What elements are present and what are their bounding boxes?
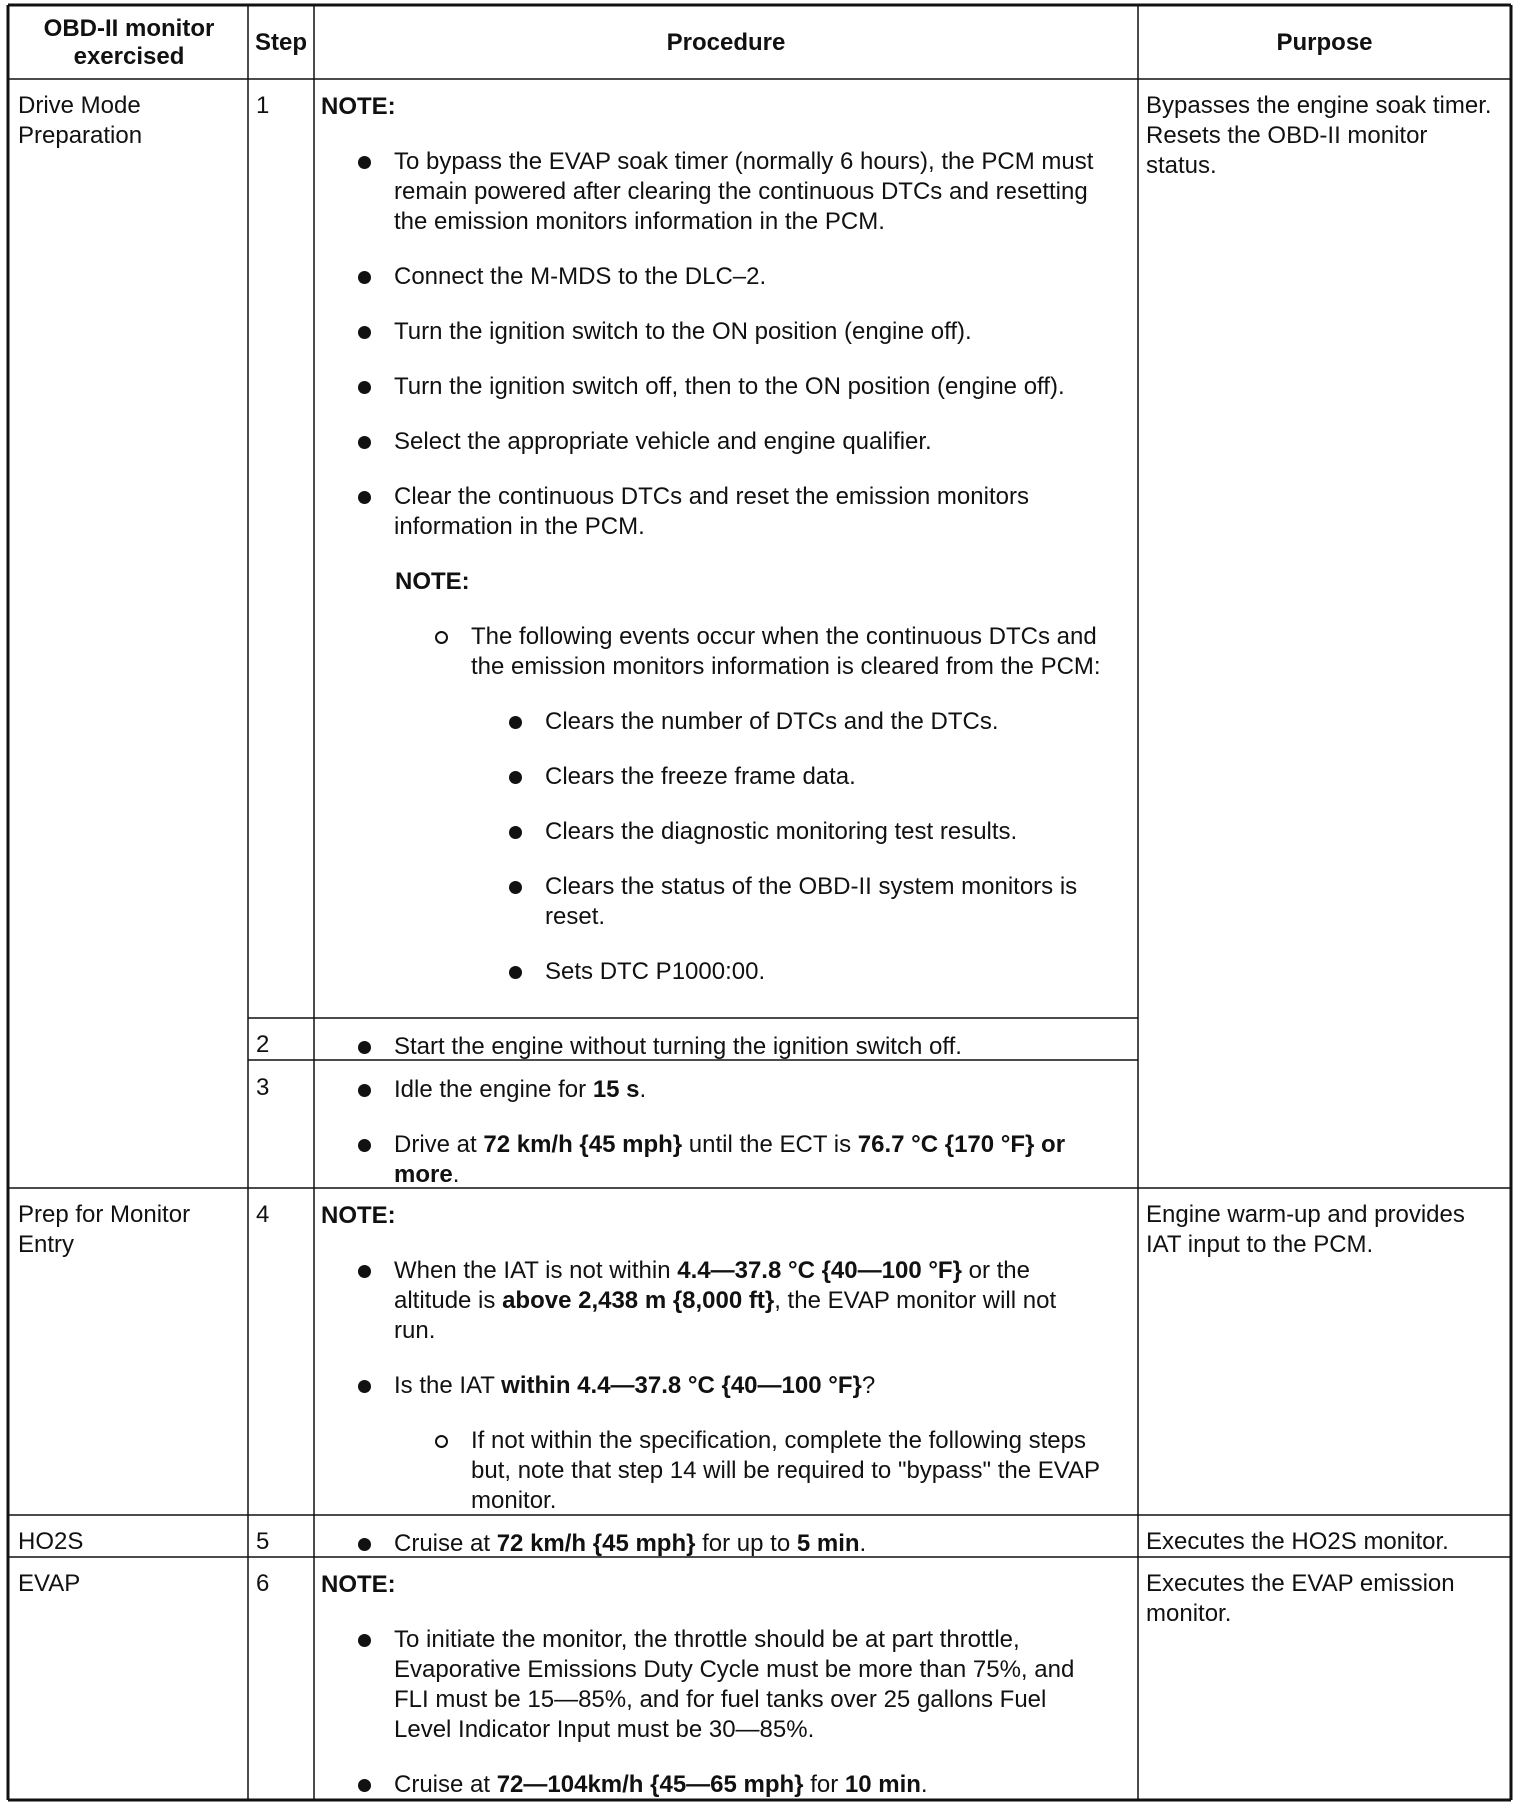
bullet-icon xyxy=(358,1265,371,1278)
bullet-item: Drive at 72 km/h {45 mph} until the ECT is 76.7 °C {170 °F} or more. xyxy=(358,1130,1104,1190)
bullet-item: Clear the continuous DTCs and reset the emission monitors information in the PCM. xyxy=(358,482,1104,542)
monitor-cell-drive-mode: Drive Mode Preparation xyxy=(18,92,143,149)
bullet-icon xyxy=(358,381,371,394)
bullet-icon xyxy=(509,881,522,894)
bullet-item: Cruise at 72 km/h {45 mph} for up to 5 min. xyxy=(358,1529,1104,1559)
procedure-step-6 xyxy=(314,1563,1124,1800)
monitor-cell-ho2s: HO2S xyxy=(18,1528,84,1555)
bullet-item: Cruise at 72—104km/h {45—65 mph} for 10 min. xyxy=(358,1770,1104,1800)
bullet-icon xyxy=(358,1779,371,1792)
bullet-icon xyxy=(509,826,522,839)
bullet-item: When the IAT is not within 4.4—37.8 °C {40—100 °F} or the altitude is above 2,438 m {8,000 ft}, the EVAP monitor will not run. xyxy=(358,1256,1104,1346)
bullet-icon xyxy=(358,491,371,504)
step-number: 6 xyxy=(256,1570,270,1597)
monitor-cell-evap: EVAP xyxy=(18,1570,81,1597)
step-number: 5 xyxy=(256,1528,270,1555)
bullet-item: Idle the engine for 15 s. xyxy=(358,1075,1104,1105)
bullet-icon xyxy=(509,771,522,784)
step-number: 3 xyxy=(256,1074,270,1101)
procedure-step-1 xyxy=(314,85,1124,987)
procedure-step-3 xyxy=(314,1067,1124,1190)
step-number: 1 xyxy=(256,92,270,119)
bullet-item: Connect the M-MDS to the DLC–2. xyxy=(358,262,1104,292)
note-label: NOTE: xyxy=(321,1571,396,1598)
hollow-bullet-icon xyxy=(435,1435,448,1448)
bullet-item: Clears the freeze frame data. xyxy=(509,762,1104,792)
step-number: 4 xyxy=(256,1201,270,1228)
bullet-item: To initiate the monitor, the throttle should be at part throttle, Evaporative Emissions Duty Cycle must be more than 75%, and FLI must be 15—85%, and for fuel tanks over 25 gallons Fuel Level Indicator Input must be 30—85%. xyxy=(358,1625,1104,1745)
purpose-cell-drive-mode: Bypasses the engine soak timer. Resets the OBD-II monitor status. xyxy=(1146,92,1492,179)
bullet-icon xyxy=(509,966,522,979)
purpose-cell-prep: Engine warm-up and provides IAT input to the PCM. xyxy=(1146,1201,1465,1258)
bullet-icon xyxy=(358,271,371,284)
bullet-item: To bypass the EVAP soak timer (normally 6 hours), the PCM must remain powered after clearing the continuous DTCs and resetting the emission monitors information in the PCM. xyxy=(358,147,1104,237)
header-procedure: Procedure xyxy=(666,29,786,56)
procedure-step-2 xyxy=(314,1024,1124,1062)
note-label: NOTE: xyxy=(321,93,396,120)
procedure-step-4 xyxy=(314,1194,1124,1516)
bullet-icon xyxy=(358,156,371,169)
bullet-icon xyxy=(358,326,371,339)
bullet-icon xyxy=(509,716,522,729)
bullet-icon xyxy=(358,1084,371,1097)
bullet-item: Turn the ignition switch to the ON position (engine off). xyxy=(358,317,1104,347)
sub-bullet-item: The following events occur when the continuous DTCs and the emission monitors information is cleared from the PCM: xyxy=(435,622,1104,682)
bullet-item: Turn the ignition switch off, then to the ON position (engine off). xyxy=(358,372,1104,402)
purpose-cell-evap: Executes the EVAP emission monitor. xyxy=(1146,1570,1455,1627)
bullet-icon xyxy=(358,1380,371,1393)
bullet-icon xyxy=(358,1634,371,1647)
bullet-item: Clears the number of DTCs and the DTCs. xyxy=(509,707,1104,737)
procedure-step-5 xyxy=(314,1521,1124,1559)
bullet-item: Clears the status of the OBD-II system monitors is reset. xyxy=(509,872,1104,932)
bullet-icon xyxy=(358,1538,371,1551)
bullet-item: Is the IAT within 4.4—37.8 °C {40—100 °F}? xyxy=(358,1371,1104,1401)
hollow-bullet-icon xyxy=(435,631,448,644)
bullet-item: Select the appropriate vehicle and engine qualifier. xyxy=(358,427,1104,457)
sub-bullet-item: If not within the specification, complete the following steps but, note that step 14 will be required to "bypass" the EVAP monitor. xyxy=(435,1426,1104,1516)
header-purpose: Purpose xyxy=(1276,29,1373,56)
bullet-icon xyxy=(358,1041,371,1054)
bullet-item: Sets DTC P1000:00. xyxy=(509,957,1104,987)
note-label: NOTE: xyxy=(395,568,470,595)
bullet-item: Clears the diagnostic monitoring test results. xyxy=(509,817,1104,847)
header-monitor: OBD-II monitor exercised xyxy=(43,15,215,70)
bullet-icon xyxy=(358,1139,371,1152)
monitor-cell-prep: Prep for Monitor Entry xyxy=(18,1201,191,1258)
note-label: NOTE: xyxy=(321,1202,396,1229)
purpose-cell-ho2s: Executes the HO2S monitor. xyxy=(1146,1528,1449,1555)
header-step: Step xyxy=(254,29,307,56)
step-number: 2 xyxy=(256,1031,270,1058)
bullet-item: Start the engine without turning the ignition switch off. xyxy=(358,1032,1104,1062)
bullet-icon xyxy=(358,436,371,449)
